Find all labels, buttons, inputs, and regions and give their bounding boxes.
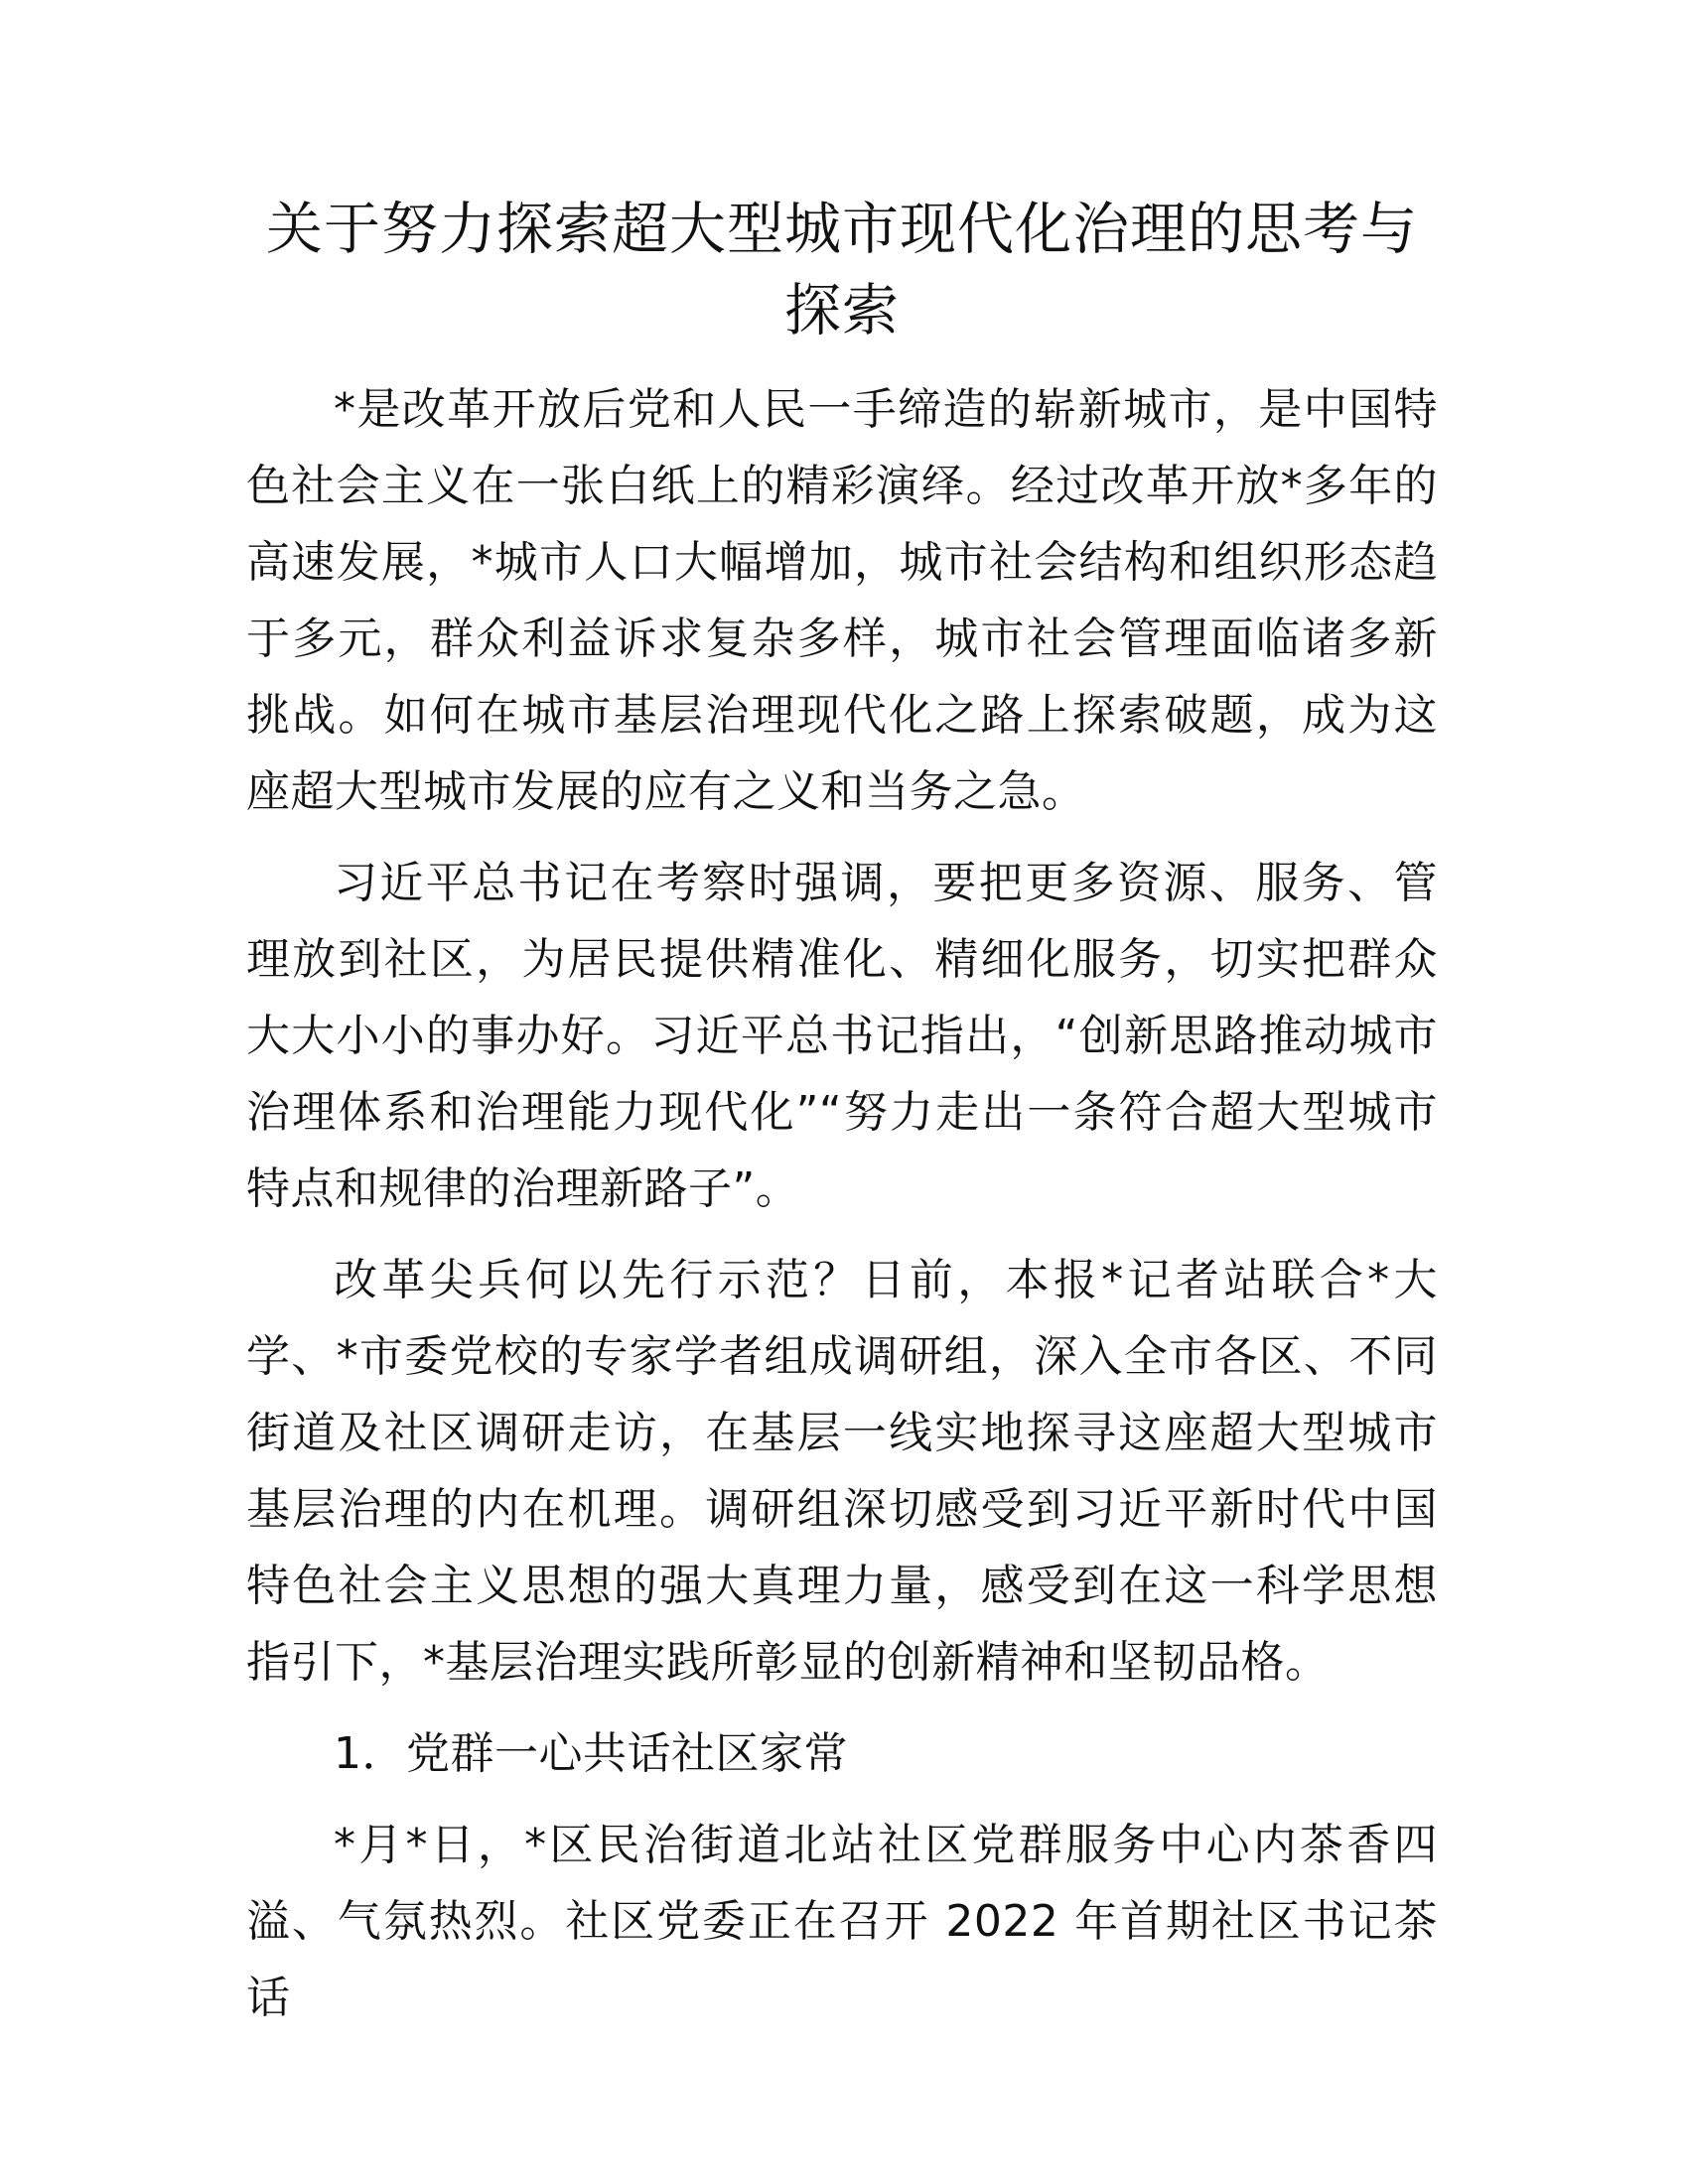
title-line-2: 探索 [784, 278, 900, 343]
paragraph-intro: *是改革开放后党和人民一手缔造的崭新城市，是中国特色社会主义在一张白纸上的精彩演绎。经过改革开放*多年的高速发展，*城市人口大幅增加，城市社会结构和组织形态趋于多元，群众利益诉求复杂多样，城市社会管理面临诸多新挑战。如何在城市基层治理现代化之路上探索破题，成为这座超大型城市发展的应有之义和当务之急。 [246, 384, 1438, 817]
document-page [246, 189, 1438, 2051]
paragraph-section-1-body: *月*日，*区民治街道北站社区党群服务中心内茶香四溢、气氛热烈。社区党委正在召开 2022 年首期社区书记茶话 [246, 1820, 1438, 2023]
paragraph-xi-remarks: 习近平总书记在考察时强调，要把更多资源、服务、管理放到社区，为居民提供精准化、精细化服务，切实把群众大大小小的事办好。习近平总书记指出，“创新思路推动城市治理体系和治理能力现代化”“努力走出一条符合超大型城市特点和规律的治理新路子”。 [246, 858, 1438, 1214]
title-line-1: 关于努力探索超大型城市现代化治理的思考与 [266, 197, 1418, 262]
section-heading-1: 1．党群一心共话社区家常 [334, 1728, 848, 1779]
document-title [246, 189, 1438, 351]
paragraph-research-team: 改革尖兵何以先行示范？日前，本报*记者站联合*大学、*市委党校的专家学者组成调研组，深入全市各区、不同街道及社区调研走访，在基层一线实地探寻这座超大型城市基层治理的内在机理。调研组深切感受到习近平新时代中国特色社会主义思想的强大真理力量，感受到在这一科学思想指引下，*基层治理实践所彰显的创新精神和坚韧品格。 [246, 1255, 1438, 1688]
